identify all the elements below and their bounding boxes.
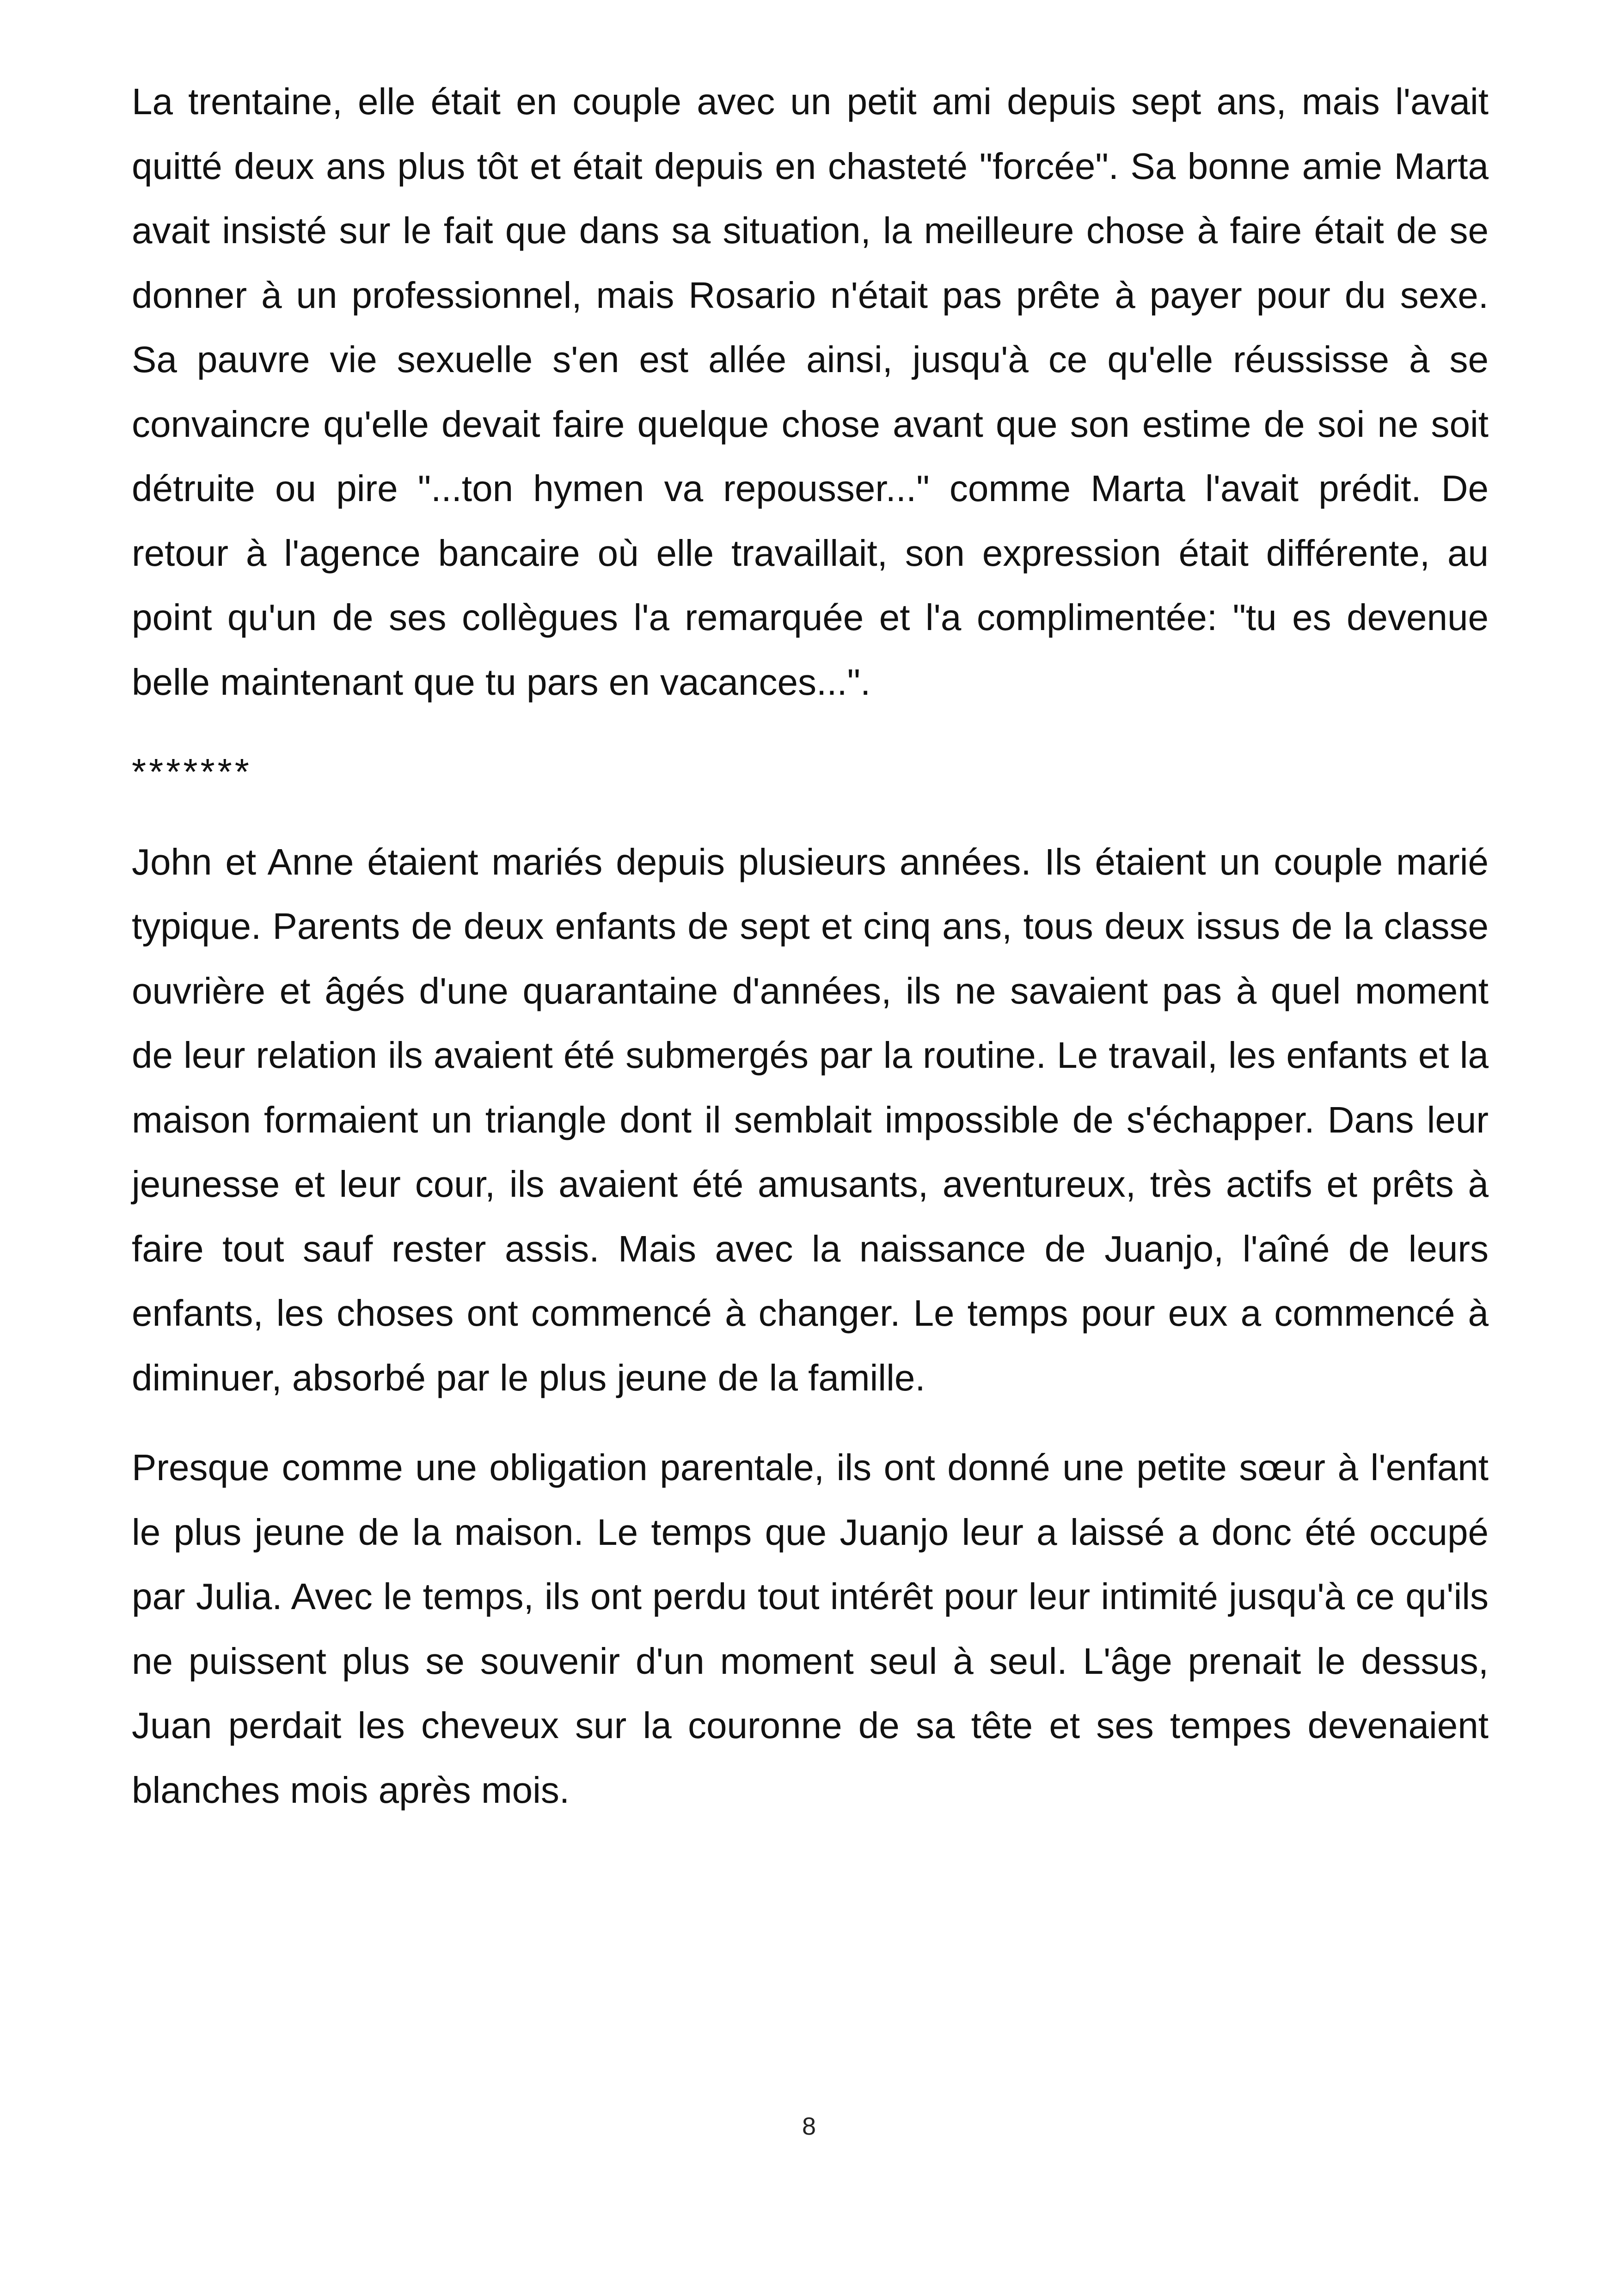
paragraph-children: Presque comme une obligation parentale, ils ont donné une petite sœur à l'enfant le plus jeune de la maison. Le temps que Juanjo leur a laissé a donc été occupé par Julia. Avec le temps, ils ont perdu tout intérêt pour leur intimité jusqu'à ce qu'ils ne puissent plus se souvenir d'un moment seul à seul. L'âge prenait le dessus, Juan perdait les cheveux sur la couronne de sa tête et ses tempes devenaient blanches mois après mois. (132, 1447, 1489, 1811)
paragraph-rosario: La trentaine, elle était en couple avec un petit ami depuis sept ans, mais l'avait quitté deux ans plus tôt et était depuis en chasteté "forcée". Sa bonne amie Marta avait insisté sur le fait que dans sa situation, la meilleure chose à faire était de se donner à un professionnel, mais Rosario n'était pas prête à payer pour du sexe. Sa pauvre vie sexuelle s'en est allée ainsi, jusqu'à ce qu'elle réussisse à se convaincre qu'elle devait faire quelque chose avant que son estime de soi ne soit détruite ou pire "...ton hymen va repousser..." comme Marta l'avait prédit. De retour à l'agence bancaire où elle travaillait, son expression était différente, au point qu'un de ses collègues l'a remarquée et l'a complimentée: "tu es devenue belle maintenant que tu pars en vacances...". (132, 81, 1489, 703)
page-number: 8 (802, 2112, 816, 2140)
paragraph-john-anne: John et Anne étaient mariés depuis plusieurs années. Ils étaient un couple marié typique. Parents de deux enfants de sept et cinq ans, tous deux issus de la classe ouvrière et âgés d'une quarantaine d'années, ils ne savaient pas à quel moment de leur relation ils avaient été submergés par la routine. Le travail, les enfants et la maison formaient un triangle dont il semblait impossible de s'échapper. Dans leur jeunesse et leur cour, ils avaient été amusants, aventureux, très actifs et prêts à faire tout sauf rester assis. Mais avec la naissance de Juanjo, l'aîné de leurs enfants, les choses ont commencé à changer. Le temps pour eux a commencé à diminuer, absorbé par le plus jeune de la famille. (132, 841, 1489, 1398)
section-separator: ******* (132, 751, 252, 792)
body-text (132, 69, 1489, 1822)
